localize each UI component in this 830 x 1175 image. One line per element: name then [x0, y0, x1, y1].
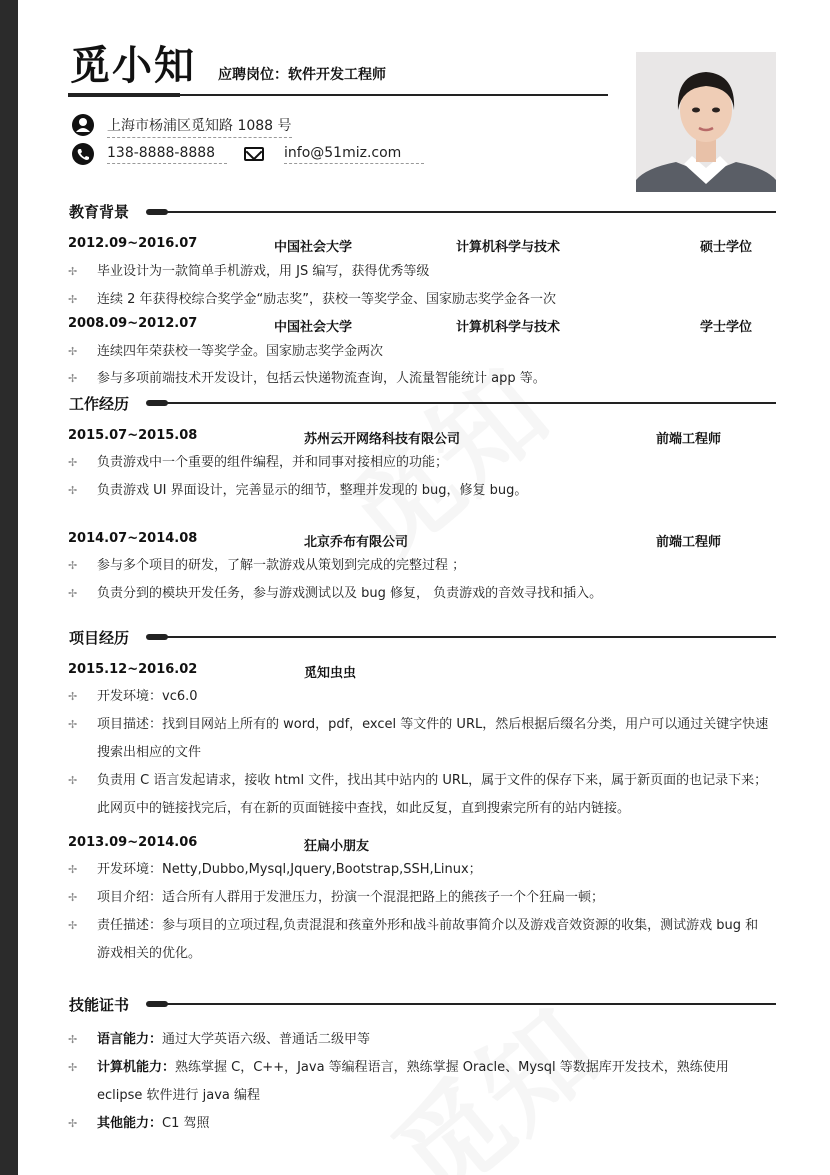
project-bullet: 负责用 C 语言发起请求，接收 html 文件，找出其中站内的 URL，属于文件的保存下来，属于新页面的也记录下来；此网页中的链接找完后，有在新的页面链接中查找，如此反复，直到搜索完所有的站内链接。	[97, 773, 768, 816]
work-company: 苏州云开网络科技有限公司	[304, 432, 461, 447]
section-marker	[146, 400, 168, 406]
edu-degree: 硕士学位	[700, 240, 753, 255]
edu-bullet: 连续四年荣获校一等奖学金。国家励志奖学金两次	[97, 344, 384, 359]
bullet-icon: ✢	[68, 1033, 78, 1046]
section-title-skills: 技能证书	[69, 996, 130, 1014]
edu-bullet: 连续 2 年获得校综合奖学金“励志奖”，获校一等奖学金、国家励志奖学金各一次	[97, 292, 557, 307]
bullet-icon: ✢	[68, 1061, 78, 1074]
bullet-icon: ✢	[68, 863, 78, 876]
candidate-name: 觅小知	[70, 43, 196, 89]
work-period: 2015.07~2015.08	[68, 428, 198, 443]
bullet-icon: ✢	[68, 484, 78, 497]
project-bullet: 责任描述：参与项目的立项过程,负责混混和孩童外形和战斗前故事简介以及游戏音效资源的收集，测试游戏 bug 和游戏相关的优化。	[97, 918, 759, 961]
work-company: 北京乔布有限公司	[304, 535, 409, 550]
project-period: 2013.09~2014.06	[68, 835, 198, 850]
project-period: 2015.12~2016.02	[68, 662, 198, 677]
bullet-icon: ✢	[68, 1117, 78, 1130]
work-bullet: 负责游戏 UI 界面设计，完善显示的细节，整理并发现的 bug，修复 bug。	[97, 483, 528, 498]
project-bullet: 开发环境：vc6.0	[97, 689, 198, 704]
section-title-projects: 项目经历	[69, 629, 130, 647]
skill-label: 语言能力：	[97, 1032, 163, 1047]
edu-major: 计算机科学与技术	[456, 240, 561, 255]
skill-item	[97, 1026, 769, 1054]
bullet-icon: ✢	[68, 293, 78, 306]
skill-text: 通过大学英语六级、普通话二级甲等	[162, 1032, 371, 1047]
skill-item	[97, 1110, 769, 1138]
email-text: info@51miz.com	[284, 145, 424, 164]
bullet-icon: ✢	[68, 891, 78, 904]
work-bullet: 参与多个项目的研发，了解一款游戏从策划到完成的完整过程 ；	[97, 558, 466, 573]
section-divider	[166, 1003, 776, 1005]
skill-text: 熟练掌握 C，C++，Java 等编程语言，熟练掌握 Oracle、Mysql 等数据库开发技术，熟练使用 eclipse 软件进行 java 编程	[97, 1060, 729, 1103]
profile-photo	[636, 52, 776, 192]
work-bullet: 负责分到的模块开发任务，参与游戏测试以及 bug 修复， 负责游戏的音效寻找和插入。	[97, 586, 603, 601]
edu-bullet: 毕业设计为一款简单手机游戏，用 JS 编写，获得优秀等级	[97, 264, 430, 279]
section-title-education: 教育背景	[69, 203, 130, 221]
skill-text: C1 驾照	[162, 1116, 210, 1131]
project-bullet: 开发环境：Netty,Dubbo,Mysql,Jquery,Bootstrap,SSH,Linux；	[97, 862, 482, 877]
left-accent-bar	[0, 0, 18, 1175]
section-marker	[146, 1001, 168, 1007]
project-bullet: 项目介绍：适合所有人群用于发泄压力，扮演一个混混把路上的熊孩子一个个狂扁一顿；	[97, 890, 605, 905]
work-bullet: 负责游戏中一个重要的组件编程，并和同事对接相应的功能；	[97, 455, 449, 470]
header-divider-thick	[68, 93, 180, 97]
edu-degree: 学士学位	[700, 320, 753, 335]
project-name: 觅知虫虫	[304, 666, 357, 681]
work-period: 2014.07~2014.08	[68, 531, 198, 546]
project-bullet: 项目描述：找到目网站上所有的 word，pdf，excel 等文件的 URL，然后根据后缀名分类，用户可以通过关键字快速搜索出相应的文件	[97, 717, 769, 760]
job-position: 应聘岗位：软件开发工程师	[218, 67, 386, 83]
section-divider	[166, 402, 776, 404]
bullet-icon: ✢	[68, 690, 78, 703]
bullet-icon: ✢	[68, 718, 78, 731]
bullet-icon: ✢	[68, 559, 78, 572]
section-marker	[146, 209, 168, 215]
section-divider	[166, 636, 776, 638]
skill-label: 其他能力：	[97, 1116, 163, 1131]
bullet-icon: ✢	[68, 265, 78, 278]
phone-icon	[72, 143, 94, 165]
section-divider	[166, 211, 776, 213]
skill-item	[97, 1054, 769, 1110]
bullet-icon: ✢	[68, 774, 78, 787]
project-name: 狂扁小朋友	[304, 839, 370, 854]
section-title-work: 工作经历	[69, 395, 130, 413]
edu-bullet: 参与多项前端技术开发设计，包括云快递物流查询，人流量智能统计 app 等。	[97, 371, 546, 386]
bullet-icon: ✢	[68, 456, 78, 469]
bullet-icon: ✢	[68, 345, 78, 358]
section-marker	[146, 634, 168, 640]
edu-period: 2008.09~2012.07	[68, 316, 198, 331]
bullet-icon: ✢	[68, 587, 78, 600]
header-divider	[180, 94, 608, 96]
edu-period: 2012.09~2016.07	[68, 236, 198, 251]
mail-icon	[244, 147, 264, 161]
bullet-icon: ✢	[68, 919, 78, 932]
phone-text: 138-8888-8888	[107, 145, 227, 164]
portrait-illustration	[636, 52, 776, 192]
work-role: 前端工程师	[656, 432, 722, 447]
bullet-icon: ✢	[68, 372, 78, 385]
address-text: 上海市杨浦区觅知路 1088 号	[107, 115, 292, 138]
edu-school: 中国社会大学	[274, 320, 353, 335]
user-icon	[72, 114, 94, 136]
edu-major: 计算机科学与技术	[456, 320, 561, 335]
edu-school: 中国社会大学	[274, 240, 353, 255]
work-role: 前端工程师	[656, 535, 722, 550]
skill-label: 计算机能力：	[97, 1060, 176, 1075]
